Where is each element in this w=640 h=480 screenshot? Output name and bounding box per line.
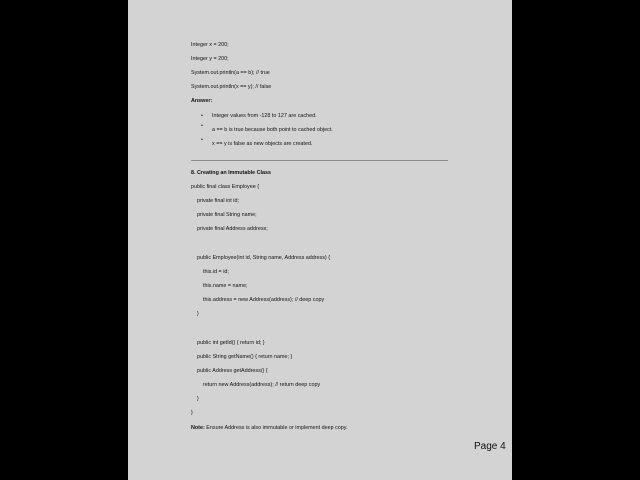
section-divider [191, 160, 448, 161]
code-line: this.id = id; [191, 269, 229, 275]
answer-bullet: a == b is true because both point to cached object. [212, 127, 333, 133]
bullet-icon: • [201, 123, 203, 129]
code-line: } [191, 311, 199, 317]
code-line: private final int id; [191, 198, 239, 204]
note-line [191, 425, 348, 432]
code-line: public final class Employee { [191, 184, 260, 190]
code-line: } [191, 410, 193, 416]
code-line: System.out.println(a == b); // true [191, 70, 270, 76]
answer-bullet: Integer values from -128 to 127 are cached. [212, 113, 317, 119]
bullet-icon: • [201, 137, 203, 143]
code-line: private final String name; [191, 212, 257, 218]
code-line: this.address = new Address(address); // deep copy [191, 297, 325, 303]
section-title: 8. Creating an Immutable Class [191, 170, 271, 176]
page-number: Page 4 [474, 441, 506, 452]
code-line: private final Address address; [191, 226, 268, 232]
document-page [128, 0, 512, 480]
code-line: public Employee(int id, String name, Address address) { [191, 255, 331, 261]
code-line: public String getName() { return name; } [191, 354, 293, 360]
code-line: public Address getAddress() { [191, 368, 268, 374]
code-line: public int getId() { return id; } [191, 340, 265, 346]
bullet-icon: • [201, 113, 203, 119]
code-line: } [191, 396, 199, 402]
note-text: Ensure Address is also immutable or implement deep copy. [204, 425, 348, 431]
code-line: System.out.println(x == y); // false [191, 84, 272, 90]
note-label: Note: [191, 425, 205, 431]
code-line: this.name = name; [191, 283, 248, 289]
answer-bullet: x == y is false as new objects are created. [212, 141, 313, 147]
answer-label: Answer: [191, 98, 213, 104]
code-line: return new Address(address); // return deep copy [191, 382, 321, 388]
code-line: Integer y = 200; [191, 56, 229, 62]
code-line: Integer x = 200; [191, 42, 229, 48]
